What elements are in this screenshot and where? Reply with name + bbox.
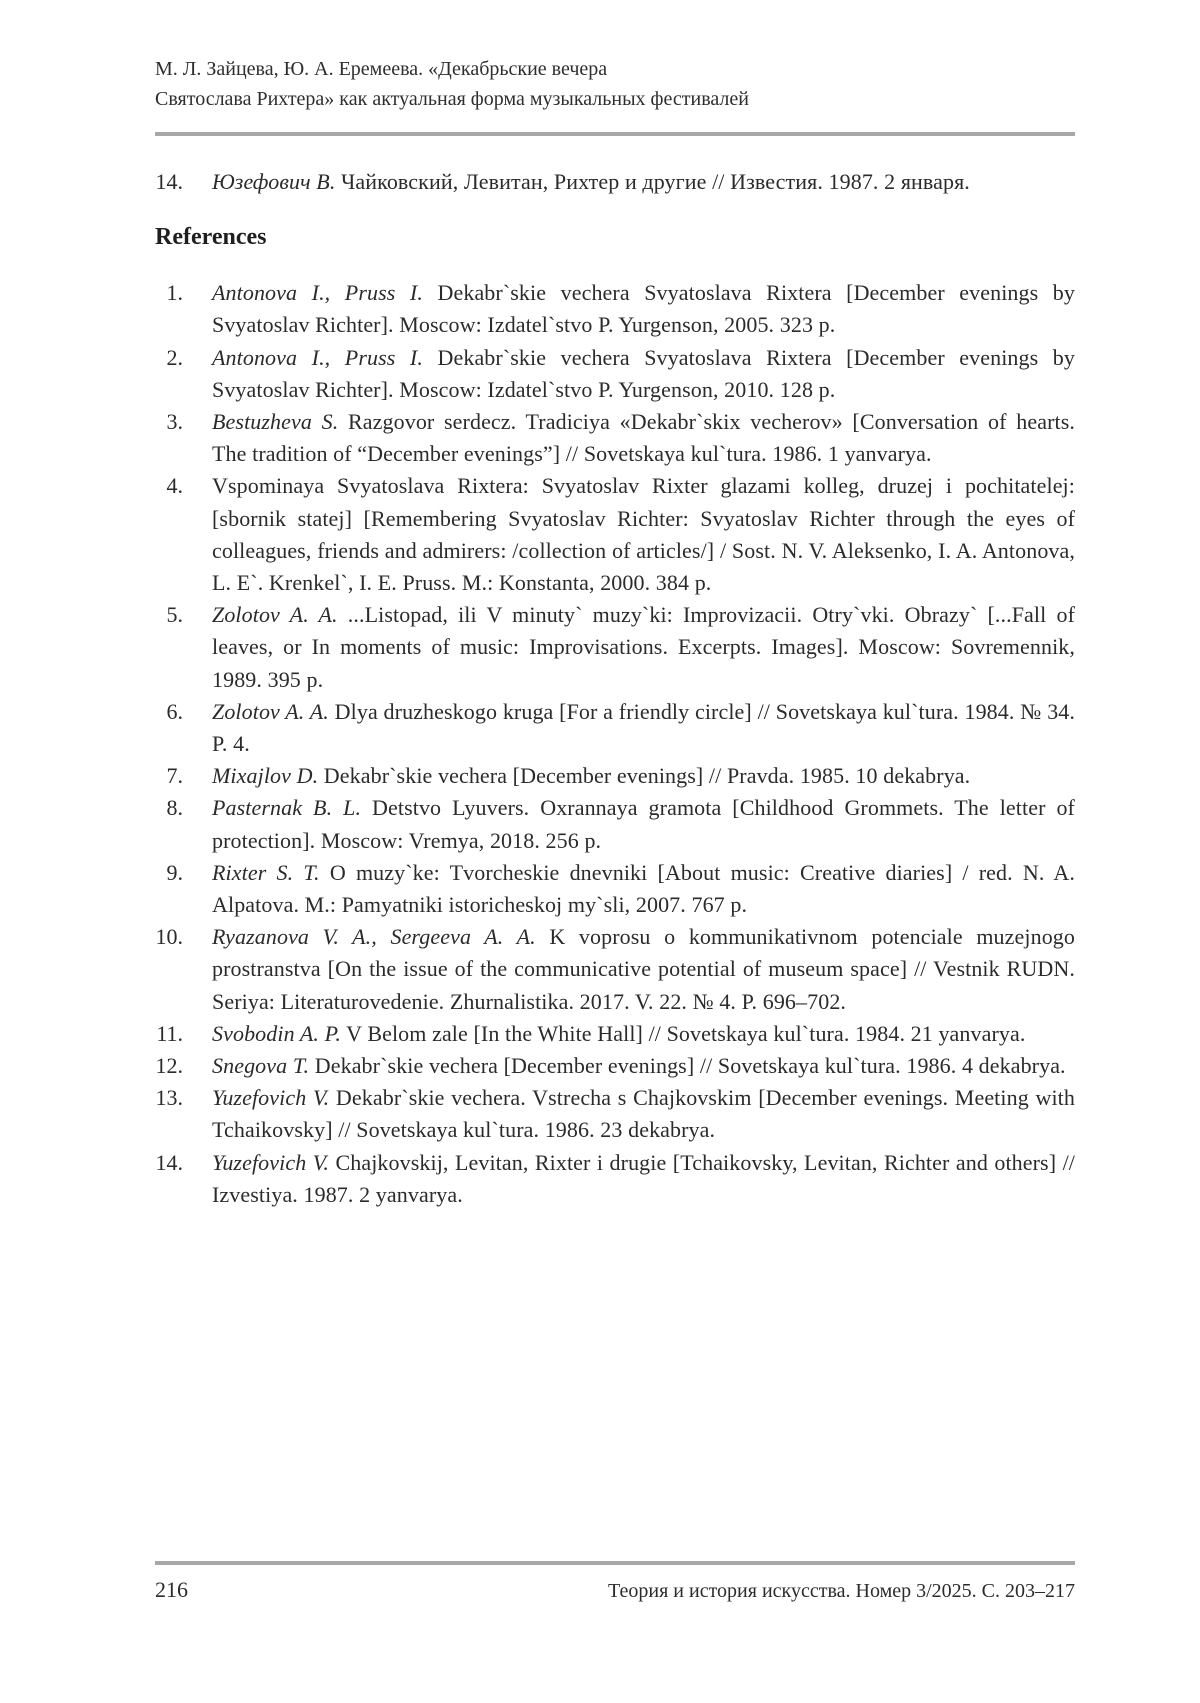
reference-text	[212, 406, 1075, 470]
reference-number: 14.	[155, 169, 183, 194]
reference-author: Yuzefovich V.	[212, 1149, 330, 1175]
reference-rest: K voprosu o kommunikativnom potenciale muzejnogo prostranstva [On the issue of the communicative potential of museum space] // Vestnik RUDN. Seriya: Literaturovedenie. Zhurnalistika. 2017. V. 22. № 4. P. 696–702.	[212, 924, 1075, 1014]
reference-number: 13.	[155, 1085, 183, 1111]
reference-number: 9.	[166, 859, 183, 885]
journal-info: Теория и история искусства. Номер 3/2025. С. 203–217	[608, 1580, 1075, 1602]
divider-line-top	[155, 132, 1075, 136]
reference-number: 4.	[166, 473, 183, 499]
reference-number: 1.	[166, 280, 183, 306]
running-header-line-2: Святослава Рихтера» как актуальная форма музыкальных фестивалей	[155, 88, 749, 110]
reference-text	[212, 696, 1075, 760]
reference-text	[212, 760, 1075, 792]
divider-line-bottom	[155, 1561, 1075, 1565]
reference-item-12	[155, 1050, 1075, 1082]
reference-text	[212, 277, 1075, 341]
page-footer	[155, 1577, 1075, 1603]
reference-item-2	[155, 342, 1075, 406]
reference-item-6	[155, 696, 1075, 760]
running-header-line-1: М. Л. Зайцева, Ю. А. Еремеева. «Декабрьские вечера	[155, 58, 608, 80]
reference-author: Zolotov A. A.	[212, 602, 338, 628]
reference-author: Yuzefovich V.	[212, 1085, 330, 1111]
reference-text	[212, 1082, 1075, 1146]
reference-text	[212, 1147, 1075, 1211]
reference-author: Snegova T.	[212, 1053, 310, 1079]
reference-number: 2.	[166, 344, 183, 370]
reference-number: 10.	[155, 924, 183, 950]
reference-text	[212, 166, 1075, 198]
reference-item-8	[155, 792, 1075, 856]
reference-number: 5.	[166, 602, 183, 628]
reference-author: Юзефович В.	[212, 169, 336, 194]
reference-rest: Chajkovskij, Levitan, Rixter i drugie [Tchaikovsky, Levitan, Richter and others] // Izvestiya. 1987. 2 yanvarya.	[212, 1149, 1076, 1207]
reference-rest: Dekabr`skie vechera Svyatoslava Rixtera [December evenings by Svyatoslav Richter]. Moscow: Izdatel`stvo P. Yurgenson, 2005. 323 p.	[212, 280, 1075, 338]
reference-author: Bestuzheva S.	[212, 409, 339, 435]
reference-number: 14.	[155, 1149, 183, 1175]
reference-rest: Vspominaya Svyatoslava Rixtera: Svyatoslav Rixter glazami kolleg, druzej i pochitatelej: [sbornik statej] [Remembering Svyatoslav Richter: Svyatoslav Richter through the eyes of colleagues, friends and admirers: /collection of articles/] / Sost. N. V. Aleksenko, I. A. Antonova, L. E`. Krenkel`, I. E. Pruss. M.: Konstanta, 2000. 384 p.	[212, 473, 1075, 596]
reference-item-9	[155, 857, 1075, 921]
reference-author: Zolotov A. A.	[212, 698, 329, 724]
reference-rest: V Belom zale [In the White Hall] // Sovetskaya kul`tura. 1984. 21 yanvarya.	[340, 1020, 1026, 1046]
reference-item-13	[155, 1082, 1075, 1146]
reference-number: 7.	[166, 763, 183, 789]
reference-number: 11.	[156, 1020, 183, 1046]
reference-author: Ryazanova V. A., Sergeeva A. A.	[212, 924, 536, 950]
reference-text	[212, 792, 1075, 856]
reference-rest: Dekabr`skie vechera [December evenings] // Sovetskaya kul`tura. 1986. 4 dekabrya.	[309, 1053, 1066, 1079]
reference-item-11	[155, 1018, 1075, 1050]
reference-number: 12.	[155, 1053, 183, 1079]
page-number: 216	[155, 1577, 188, 1602]
reference-rest: Dekabr`skie vechera Svyatoslava Rixtera [December evenings by Svyatoslav Richter]. Moscow: Izdatel`stvo P. Yurgenson, 2010. 128 p.	[212, 344, 1075, 402]
reference-author: Rixter S. T.	[212, 859, 320, 885]
reference-rest: Razgovor serdecz. Tradiciya «Dekabr`skix vecherov» [Conversation of hearts. The tradition of “December evenings”] // Sovetskaya kul`tura. 1986. 1 yanvarya.	[212, 409, 1075, 467]
reference-number: 8.	[166, 795, 183, 821]
reference-item-5	[155, 599, 1075, 696]
reference-text	[212, 470, 1075, 599]
reference-rest: Чайковский, Левитан, Рихтер и другие // Известия. 1987. 2 января.	[335, 169, 970, 194]
reference-item-7	[155, 760, 1075, 792]
reference-item-14	[155, 1147, 1075, 1211]
reference-author: Antonova I., Pruss I.	[212, 280, 423, 306]
reference-number: 3.	[166, 409, 183, 435]
reference-item-4	[155, 470, 1075, 599]
reference-author: Mixajlov D.	[212, 763, 319, 789]
reference-rest: Dlya druzheskogo kruga [For a friendly circle] // Sovetskaya kul`tura. 1984. № 34. P. 4.	[212, 698, 1075, 757]
reference-author: Antonova I., Pruss I.	[212, 344, 423, 370]
reference-text	[212, 599, 1075, 696]
reference-text	[212, 1018, 1075, 1050]
reference-rest: O muzy`ke: Tvorcheskie dnevniki [About music: Creative diaries] / red. N. A. Alpatova. M.: Pamyatniki istoricheskoj my`sli, 2007. 767 p.	[212, 859, 1076, 918]
reference-item-1	[155, 277, 1075, 341]
reference-text	[212, 1050, 1075, 1082]
reference-author: Pasternak B. L.	[212, 795, 362, 821]
reference-text	[212, 857, 1075, 921]
running-header	[155, 54, 1075, 114]
reference-author: Svobodin A. P.	[212, 1020, 341, 1046]
reference-rest: Detstvo Lyuvers. Oxrannaya gramota [Childhood Grommets. The letter of protection]. Moscow: Vremya, 2018. 256 p.	[212, 795, 1075, 853]
reference-number: 6.	[166, 698, 183, 724]
references-list	[155, 277, 1075, 1211]
reference-item-3	[155, 406, 1075, 470]
reference-rest: Dekabr`skie vechera. Vstrecha s Chajkovskim [December evenings. Meeting with Tchaikovsky] // Sovetskaya kul`tura. 1986. 23 dekabrya.	[212, 1085, 1075, 1143]
reference-item-10	[155, 921, 1075, 1018]
references-heading: References	[155, 224, 267, 251]
reference-item-ru-14	[155, 166, 1075, 198]
reference-rest: ...Listopad, ili V minuty` muzy`ki: Improvizacii. Otry`vki. Obrazy` [...Fall of leaves, or In moments of music: Improvisations. Excerpts. Images]. Moscow: Sovremennik, 1989. 395 p.	[212, 602, 1075, 692]
reference-text	[212, 921, 1075, 1018]
reference-text	[212, 342, 1075, 406]
reference-rest: Dekabr`skie vechera [December evenings] // Pravda. 1985. 10 dekabrya.	[318, 763, 971, 789]
